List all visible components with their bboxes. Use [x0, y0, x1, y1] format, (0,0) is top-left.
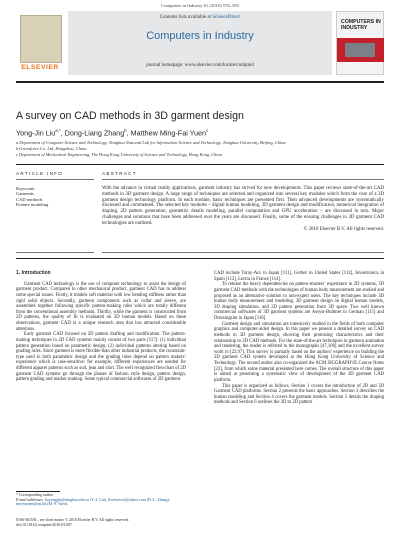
author-marks: b [124, 128, 127, 133]
author-list [16, 128, 208, 137]
author-marks: c [206, 128, 209, 133]
masthead-divider [16, 81, 384, 83]
abstract-text: With the advance in virtual reality applications, garment industry has strived for new developments. This paper reviews state-of-the-art CAD methods in 3D garment design. A large range of techniques are selected and organized into several key modules which form the core of a 3D garment design technology platform. In each module, basic techniques are presented first. Then advanced developments are systematically discussed and commented. The selected key modules – digital human modeling, 3D garment design and modification, numerical integration of draping, 2D pattern generation, geometric details modeling, parallel computation and GPU acceleration – are discussed in turn. Major challenges and solutions that have been addressed over the years are discussed. Finally, some of the ensuing challenges in 3D garment CAD technologies are outlined. [102, 186, 384, 226]
right-column [214, 271, 384, 406]
paragraph: To release the heavy dependencies on pattern-masters’ experience in 2D systems, 3D garment CAD methods with the technologies of human body measurement are studied and proposed as an alternative solution to non-expert users. The key techniques include 3D human body measurement and modeling, 3D garment design on digital human models, 3D draping simulation, and 2D pattern generation from 3D space. Two well known commercial softwares of 3D garment systems are Assyst-Bullmer in German [115] and Dressingsim in Japan [116]. [214, 282, 385, 321]
email-addresses[interactable]: liuyongjin@tsinghua.edu.cn (Y.-J. Liu), liveforever@yahoo.com (D.-L. Zhang), meymyuen@ust.hk (M.-F. Yuen). [16, 497, 170, 507]
publication-info [16, 518, 192, 527]
journal-cover-thumbnail[interactable] [336, 11, 384, 75]
keyword: CAD methods [16, 196, 43, 202]
elsevier-tree-icon [20, 15, 62, 63]
author-name: Matthew Ming-Fai Yuen [130, 128, 207, 138]
section-title: 1. Introduction [16, 270, 51, 276]
author-name: Yong-Jin Liu [16, 128, 56, 138]
abstract-body [102, 186, 384, 233]
paragraph: This paper is organized as follows. Section 1 covers the introduction of 2D and 3D Garment CAD platforms. Section 2 presents the basic approaches. Section 3 describes the human modeling and Section 4 covers the garment models. Section 5 details the draping methods and Section 6 outlines the 3D to 2D pattern [214, 383, 384, 406]
publisher-name: ELSEVIER [21, 64, 59, 71]
abstract-rule [102, 179, 384, 180]
journal-masthead [16, 11, 384, 77]
email-prefix: E-mail addresses: [16, 497, 46, 502]
homepage-prefix: journal homepage: [146, 63, 185, 68]
left-column [16, 271, 186, 383]
article-info-rule [16, 179, 94, 180]
abstract-heading: ABSTRACT [102, 171, 137, 176]
article-info-bottom-rule [16, 252, 94, 253]
affiliation: a Department of Computer Science and Technology, Tsinghua National Lab for Information Science and Technology, Tsinghua University, Beijing, China [16, 140, 286, 145]
author-marks: a,* [55, 128, 61, 133]
keyword: Garments [16, 191, 34, 196]
author-separator: , [126, 128, 131, 138]
journal-title[interactable]: Computers in Industry [146, 30, 254, 42]
keyword: Feature modeling [16, 202, 49, 208]
homepage-link[interactable]: www.elsevier.com/locate/compind [184, 63, 254, 68]
keywords-label: Keywords: [16, 186, 36, 191]
journal-reference: Computers in Industry 61 (2010) 576–593 [161, 3, 239, 8]
paragraph: Garment design and simulation are intensively studied in the fields of both computer graphics and computer-aided design. In this paper we present a detailed survey on CAD methods in 3D garment design, showing their promising characteristics and their relationship to 2D CAD methods. For the state-of-the-art techniques in garment animation and rendering, the reader is referred to the monographs [47,100] and the excellent survey work in [22,97]. This survey is partially based on the authors’ experience on building the 3D garment CAD system developed at the Hong Kong University of Science and Technology. The second author also co-organized the ACM SIGGRAPH’05 Course Notes [22], from which some material presented here comes. The overall structure of this paper is aimed at presenting a systematic view of development of the 3D garment CAD platform. [214, 321, 384, 383]
cover-title: COMPUTERS IN INDUSTRY [341, 19, 381, 31]
keyword-list [16, 191, 96, 208]
cover-image [337, 38, 384, 62]
article-title: A survey on CAD methods in 3D garment design [16, 110, 244, 122]
journal-homepage [68, 63, 332, 68]
contents-prefix: Contents lists available at [159, 15, 213, 20]
doi-line[interactable]: doi:10.1016/j.compind.2010.03.007 [16, 522, 72, 527]
abstract-copyright: © 2010 Elsevier B.V. All rights reserved. [303, 227, 384, 233]
header-divider [16, 164, 384, 165]
footnotes [16, 493, 192, 507]
issn-line: 0166-3615/$ – see front matter © 2010 Elsevier B.V. All rights reserved. [16, 518, 130, 522]
email-note [16, 498, 192, 507]
abstract-bottom-rule [102, 252, 384, 253]
front-matter-divider [16, 258, 384, 259]
affiliation: c Department of Mechanical Engineering, The Hong Kong University of Science and Technology, Hong Kong, China [16, 152, 222, 157]
elsevier-logo [16, 11, 64, 75]
paragraph: CAD include Toray-Acs in Japan [111], Gerber in United States [112], Investronica in Spain [113], Lectra in France [114]. [214, 271, 384, 282]
author-name: Dong-Liang Zhang [64, 128, 125, 138]
sciencedirect-link[interactable]: ScienceDirect [212, 15, 241, 20]
article-info-heading: ARTICLE INFO [16, 171, 64, 176]
author-separator: , [60, 128, 65, 138]
corresponding-author-note: * Corresponding author. [16, 493, 54, 497]
contents-line [68, 15, 332, 20]
paragraph: Early garment CAD focused on 2D pattern drafting and modification. The pattern-making techniques in 2D CAD systems mainly consist of two parts [117]: (1) individual pattern generation based on parametric design; (2) individual patterns altering based on grading rules. Since garment is more flexible than other industrial products, the constraint-type used in both parametric design and the grading rules depend on pattern makers’ experience which is case-sensitive: for example, different experiences are needed for different apparel patterns such as suit, jean and shirt. The well recognized flowchart of 2D garment CAD systems go through the phases of fashion style design, pattern design, pattern grading and marker making. Some typical commercial softwares of 2D garment [16, 332, 187, 383]
masthead-banner [68, 11, 332, 75]
paragraph: Garment CAD technology is the use of computer technology to assist the design of garment product. Compared to other mechanical product, garment CAD has to address some special issues. Firstly, it models soft material with low bending stiffness rather than rigid solid objects. Secondly, garment components such as collar and sleeve, are assembled together following specific pattern-making rules which are totally different from the conventional assembly methods. Thirdly, while the garment is constructed from 2D patterns, the quality of fit is evaluated on 3D human models. Based on these observations, garment CAD is a unique research area that has attracted considerable attentions. [16, 281, 186, 332]
affiliation: b Greenforce Co. Ltd, Hangzhou, China [16, 146, 87, 151]
